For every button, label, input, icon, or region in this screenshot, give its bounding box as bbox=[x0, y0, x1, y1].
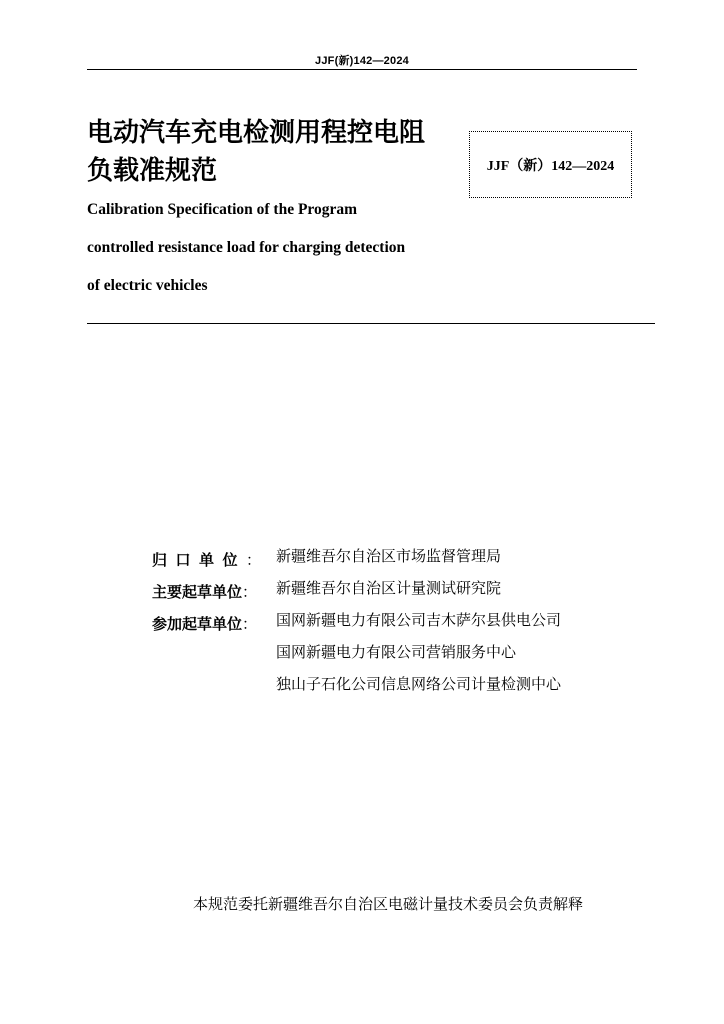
english-title-line-3: of electric vehicles bbox=[87, 277, 208, 294]
drafting-units bbox=[152, 544, 561, 704]
responsible-unit-label: 归口单位 ： bbox=[152, 551, 262, 569]
english-title-line-2: controlled resistance load for charging detection bbox=[87, 239, 406, 256]
participant-value-3: 独山子石化公司信息网络公司计量检测中心 bbox=[276, 675, 562, 693]
english-title bbox=[87, 198, 507, 312]
main-drafter-row bbox=[152, 576, 561, 608]
responsible-unit-value: 新疆维吾尔自治区市场监督管理局 bbox=[276, 547, 502, 565]
chinese-title bbox=[87, 114, 467, 190]
participant-value-1: 国网新疆电力有限公司吉木萨尔县供电公司 bbox=[276, 611, 562, 629]
chinese-title-line-1: 电动汽车充电检测用程控电阻 bbox=[87, 118, 426, 148]
title-divider bbox=[87, 323, 655, 324]
document-code-box: JJF（新）142—2024 bbox=[469, 131, 632, 198]
footer-interpretation-note: 本规范委托新疆维吾尔自治区电磁计量技术委员会负责解释 bbox=[192, 895, 583, 913]
main-drafter-label: 主要起草单位 ： bbox=[152, 583, 258, 601]
participant-value-2: 国网新疆电力有限公司营销服务中心 bbox=[276, 643, 517, 661]
participant-row bbox=[152, 608, 561, 640]
chinese-title-line-2: 负载准规范 bbox=[87, 156, 218, 186]
english-title-line-1: Calibration Specification of the Program bbox=[87, 201, 358, 218]
main-drafter-value: 新疆维吾尔自治区计量测试研究院 bbox=[276, 579, 502, 597]
responsible-unit-row bbox=[152, 544, 561, 576]
header-document-code: JJF(新)142—2024 bbox=[315, 55, 409, 67]
header-divider bbox=[87, 69, 637, 70]
participant-label: 参加起草单位 ： bbox=[152, 615, 258, 633]
